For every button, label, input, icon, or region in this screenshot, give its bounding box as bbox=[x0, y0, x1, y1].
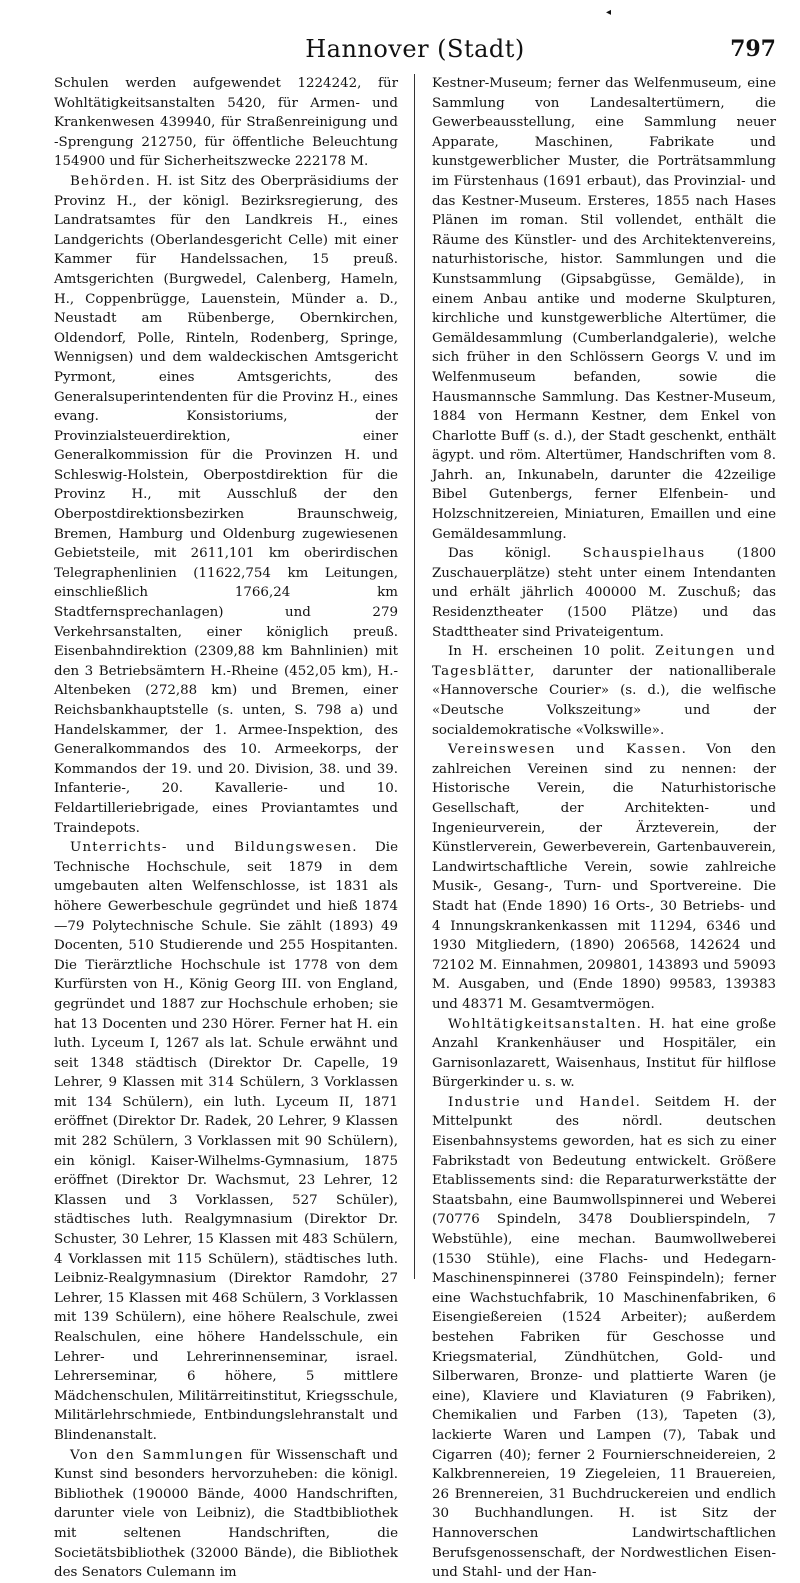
paragraph-finances: Schulen werden aufgewendet 1224242, für Wohltätigkeitsanstalten 5420, für Armen- und Krankenwesen 439940, für Straßenreinigung und -Sprengung 212750, für öffentliche Beleuchtung 154900 und für Sicherheitszwecke 222178 M. bbox=[54, 76, 398, 170]
paragraph-theater bbox=[432, 544, 776, 642]
paragraph-text: darunter der nationalliberale «Hannoversche Courier» (s. d.), die welfische «Deutsche Volkszeitung» und der socialdemokratische «Volkswille». bbox=[432, 663, 776, 738]
paragraph-industrie bbox=[432, 1093, 776, 1583]
section-heading: Von den Sammlungen bbox=[70, 1447, 244, 1463]
section-heading: Schauspielhaus bbox=[582, 546, 706, 562]
page-mark: ◂ bbox=[606, 7, 612, 18]
paragraph-text: Die Technische Hochschule, seit 1879 in dem umgebauten alten Welfenschlosse, ist 1831 als höhere Gewerbeschule gegründet und hieß 1874—79 Polytechnische Schule. Sie zählt (1893) 49 Docenten, 510 Studierende und 255 Hospitanten. Die Tierärztliche Hochschule ist 1778 von dem Kurfürsten von H., König Georg III. von England, gegründet und 1887 zur Hochschule erhoben; sie hat 13 Docenten und 230 Hörer. Ferner hat H. ein luth. Lyceum I, 1267 als lat. Schule erwähnt und seit 1348 städtisch (Direktor Dr. Capelle, 19 Lehrer, 9 Klassen mit 314 Schülern, 3 Vorklassen mit 134 Schülern), ein luth. Lyceum II, 1871 eröffnet (Direktor Dr. Radek, 20 Lehrer, 9 Klassen mit 282 Schülern, 3 Vorklassen mit 90 Schülern), ein königl. Kaiser-Wilhelms-Gymnasium, 1875 eröffnet (Direktor Dr. Wachsmut, 23 Lehrer, 12 Klassen und 3 Vorklassen, 527 Schüler), städtisches luth. Realgymnasium (Direktor Dr. Schuster, 30 Lehrer, 15 Klassen mit 483 Schülern, 4 Vorklassen mit 115 Schülern), städtisches luth. Leibniz-Realgymnasium (Direktor Ramdohr, 27 Lehrer, 15 Klassen mit 468 Schülern, 3 Vorklassen mit 139 Schülern), eine höhere Realschule, zwei Realschulen, eine höhere Handelsschule, ein Lehrer- und Lehrerinnenseminar, israel. Lehrerseminar, 6 höhere, 5 mittlere Mädchenschulen, Militärreitinstitut, Kriegsschule, Militärlehrschmiede, Entbindungslehranstalt und Blindenanstalt. bbox=[54, 840, 398, 1443]
section-heading: Industrie und Handel. bbox=[448, 1094, 642, 1110]
paragraph-unterricht bbox=[54, 838, 398, 1445]
running-head: Hannover (Stadt) bbox=[305, 35, 525, 63]
paragraph-text: H. hat eine große Anzahl Krankenhäuser und Hospitäler, ein Garnisonlazarett, Waisenhaus, Institut für hilflose Bürgerkinder u. s. w. bbox=[432, 1016, 776, 1091]
paragraph-text: H. ist Sitz des Oberpräsidiums der Provinz H., der königl. Bezirksregierung, des Landratsamtes für den Landkreis H., eines Landgerichts (Oberlandesgericht Celle) mit einer Kammer für Handelssachen, 15 preuß. Amtsgerichten (Burgwedel, Calenberg, Hameln, H., Coppenbrügge, Lauenstein, Münder a. D., Neustadt am Rübenberge, Obernkirchen, Oldendorf, Polle, Rinteln, Rodenberg, Springe, Wennigsen) und dem waldeckischen Amtsgericht Pyrmont, eines Amtsgerichts, des Generalsuperintendenten für die Provinz H., eines evang. Konsistoriums, der Provinzialsteuerdirektion, einer Generalkommission für die Provinzen H. und Schleswig-Holstein, Oberpostdirektion für die Provinz H., mit Ausschluß der den Oberpostdirektionsbezirken Braunschweig, Bremen, Hamburg und Oldenburg zugewiesenen Gebietsteile, mit 2611,101 km oberirdischen Telegraphenlinien (11622,754 km Leitungen, einschließlich 1766,24 km Stadtfernsprechanlagen) und 279 Verkehrsanstalten, einer königlich preuß. Eisenbahndirektion (2309,88 km Bahnlinien) mit den 3 Betriebsämtern H.-Rheine (452,05 km), H.-Altenbeken (272,88 km) und Bremen, einer Reichsbankhauptstelle (s. unten, S. 798 a) und Handelskammer, der 1. Armee-Inspektion, des Generalkommandos des 10. Armeekorps, der Kommandos der 19. und 20. Division, 38. und 39. Infanterie-, 20. Kavallerie- und 10. Feldartilleriebrigade, eines Proviantamtes und Traindepots. bbox=[54, 173, 398, 836]
paragraph-text: Seitdem H. der Mittelpunkt des nördl. deutschen Eisenbahnsystems geworden, hat es sich zu einer Fabrikstadt von Bedeutung entwickelt. Größere Etablissements sind: die Reparaturwerkstätte der Staatsbahn, eine Baumwollspinnerei und Weberei (70776 Spindeln, 3478 Doublierspindeln, 7 Webstühle), eine mechan. Baumwollweberei (1530 Stühle), eine Flachs- und Hedegarn-Maschinenspinnerei (3780 Feinspindeln); ferner eine Wachstuchfabrik, 10 Maschinenfabriken, 6 Eisengießereien (1524 Arbeiter); außerdem bestehen Fabriken für Geschosse und Kriegsmaterial, Zündhütchen, Gold- und Silberwaren, Bronze- und plattierte Waren (je eine), Klaviere und Klaviaturen (9 Fabriken), Chemikalien und Farben (13), Tapeten (3), lackierte Waren und Lampen (7), Tabak und Cigarren (40); ferner 2 Fournierschneidereien, 2 Kalkbrennereien, 19 Ziegeleien, 11 Brauereien, 26 Brennereien, 31 Buchdruckereien und endlich 30 Buchhandlungen. H. ist Sitz der Hannoverschen Landwirtschaftlichen Berufsgenossenschaft, der Nordwestlichen Eisen- und Stahl- und der Han- bbox=[432, 1094, 777, 1581]
page-number: 797 bbox=[730, 36, 776, 62]
paragraph-wohltaetigkeit bbox=[432, 1015, 776, 1093]
section-heading: Zeitungen und Tagesblätter, bbox=[432, 644, 776, 679]
left-column bbox=[54, 74, 398, 1583]
paragraph-text: für Wissenschaft und Kunst sind besonders hervorzuheben: die königl. Bibliothek (190000 Bände, 4000 Handschriften, darunter viele von Leibniz), die Stadtbibliothek mit seltenen Handschriften, die Societätsbibliothek (32000 Bände), die Bibliothek des Senators Culemann im bbox=[54, 1447, 398, 1581]
section-heading: Vereinswesen und Kassen. bbox=[448, 742, 688, 758]
section-heading: Behörden. bbox=[70, 173, 152, 189]
column-divider bbox=[414, 74, 415, 1279]
text-columns bbox=[54, 74, 776, 1583]
paragraph-text: Von den zahlreichen Vereinen sind zu nennen: der Historische Verein, die Naturhistorische Gesellschaft, der Architekten- und Ingenieurverein, der Ärzteverein, der Künstlerverein, Gewerbeverein, Gartenbauverein, Landwirtschaftliche Verein, sowie zahlreiche Musik-, Gesang-, Turn- und Sportvereine. Die Stadt hat (Ende 1890) 16 Orts-, 30 Betriebs- und 4 Innungskrankenkassen mit 11294, 6346 und 1930 Mitgliedern, (1890) 206568, 142624 und 72102 M. Einnahmen, 209801, 143893 und 59093 M. Ausgaben, und (Ende 1890) 99583, 139383 und 48371 M. Gesamtvermögen. bbox=[432, 742, 776, 1012]
paragraph-sammlungen bbox=[54, 1446, 398, 1583]
paragraph-vereine bbox=[432, 740, 776, 1014]
section-heading: Unterrichts- und Bildungswesen. bbox=[70, 840, 358, 856]
paragraph-text: (1800 Zuschauerplätze) steht unter einem Intendanten und erhält jährlich 400000 M. Zuschuß; das Residenztheater (1500 Plätze) und das Stadttheater sind Privateigentum. bbox=[432, 546, 776, 640]
paragraph-text: In H. erscheinen 10 polit. bbox=[448, 644, 656, 660]
paragraph-zeitungen bbox=[432, 642, 776, 740]
page-header bbox=[54, 30, 776, 74]
right-column bbox=[432, 74, 776, 1583]
paragraph-behoerden bbox=[54, 172, 398, 838]
paragraph-text: Das königl. bbox=[448, 546, 583, 562]
section-heading: Wohltätigkeitsanstalten. bbox=[448, 1016, 643, 1032]
paragraph-museums: Kestner-Museum; ferner das Welfenmuseum, eine Sammlung von Landesaltertümern, die Gewerbeausstellung, eine Sammlung neuer Apparate, Maschinen, Fabrikate und kunstgewerblicher Muster, die Porträtsammlung im Fürstenhaus (1691 erbaut), das Provinzial- und das Kestner-Museum. Ersteres, 1855 nach Hases Plänen im roman. Stil vollendet, enthält die Räume des Künstler- und des Architektenvereins, naturhistorische, histor. Sammlungen und die Kunstsammlung (Gipsabgüsse, Gemälde), in einem Anbau antike und moderne Skulpturen, kirchliche und kunstgewerbliche Altertümer, die Gemäldesammlung (Cumberlandgalerie), welche sich früher in den Schlössern Georgs V. und im Welfenmuseum befanden, sowie die Hausmannsche Sammlung. Das Kestner-Museum, 1884 von Hermann Kestner, dem Enkel von Charlotte Buff (s. d.), der Stadt geschenkt, enthält ägypt. und röm. Altertümer, Handschriften vom 8. Jahrh. an, Inkunabeln, darunter die 42zeilige Bibel Gutenbergs, ferner Elfenbein- und Holzschnitzereien, Miniaturen, Emaillen und eine Gemäldesammlung. bbox=[432, 76, 776, 542]
